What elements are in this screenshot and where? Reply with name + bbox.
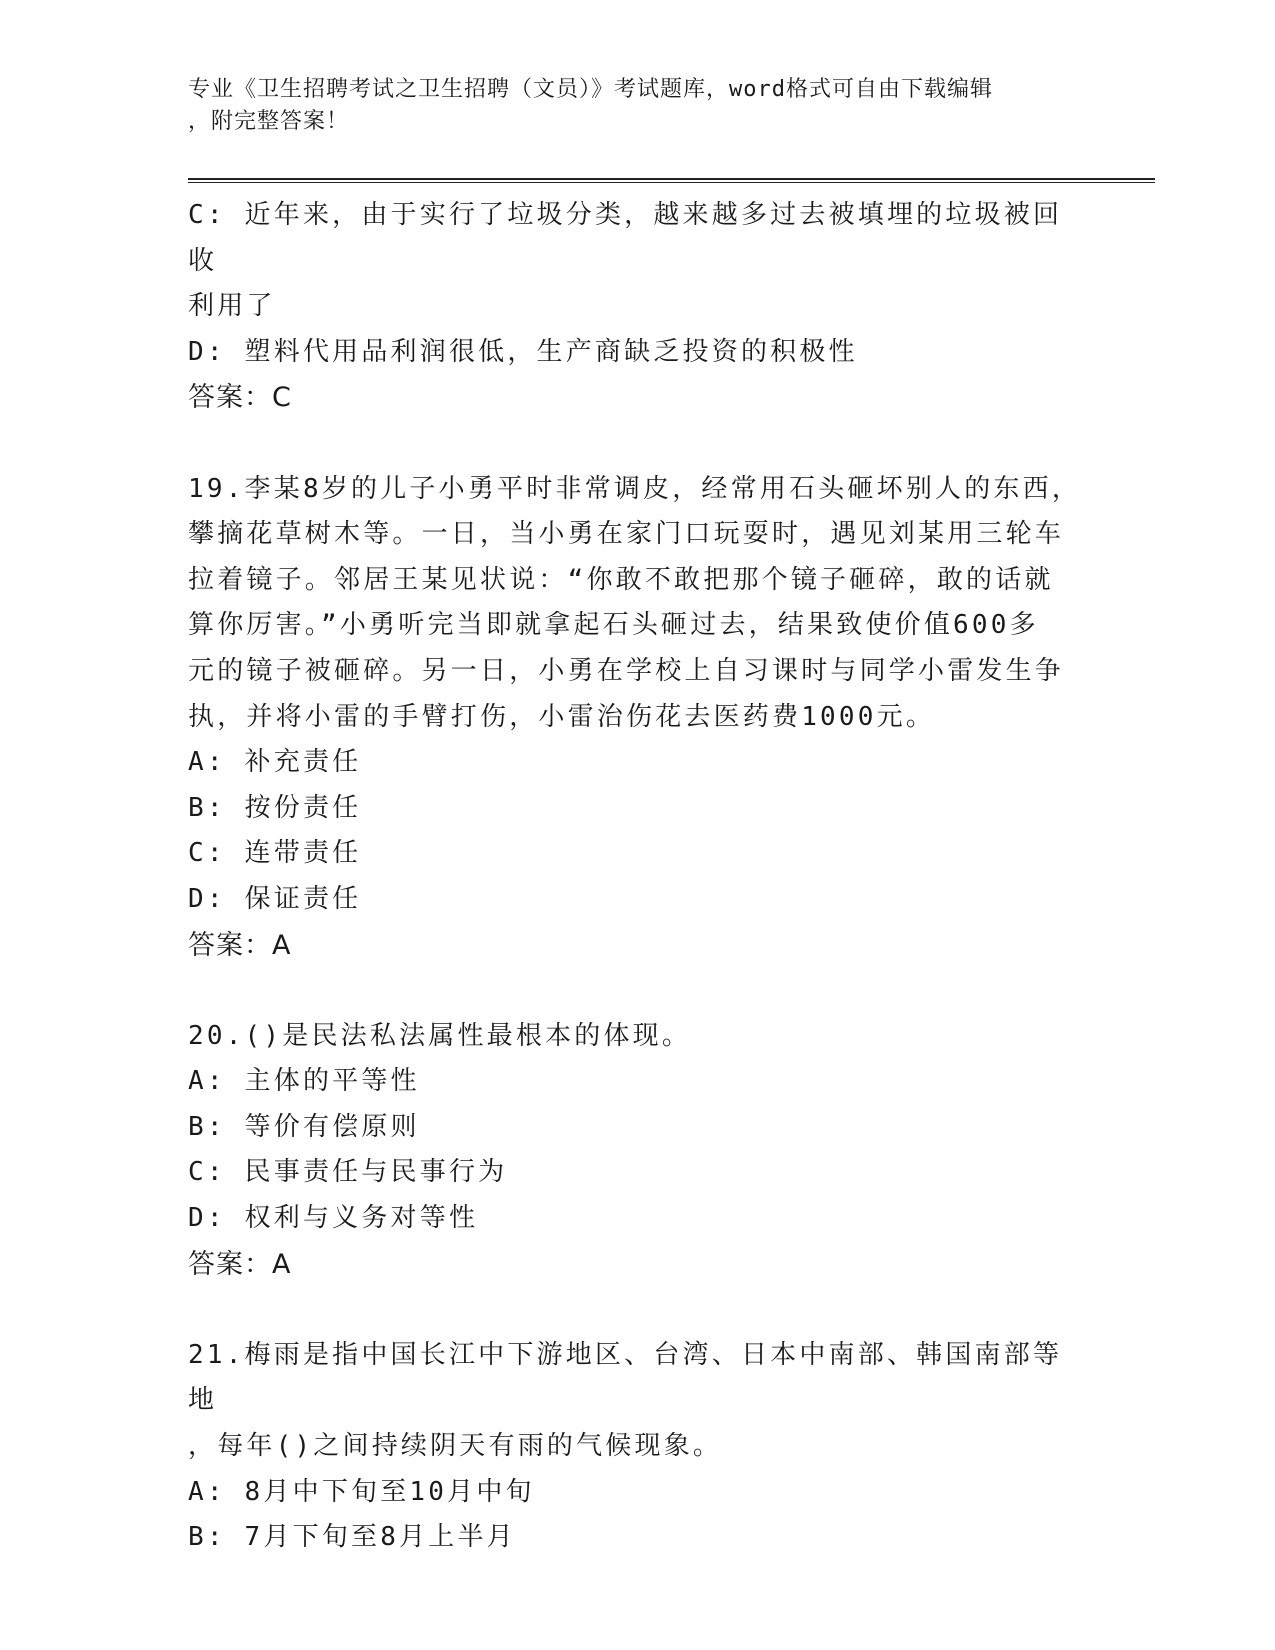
stem-line: 执，并将小雷的手臂打伤，小雷治伤花去医药费1000元。	[188, 701, 936, 732]
option-a: A: 主体的平等性	[188, 1066, 420, 1097]
stem-line: 19.李某8岁的儿子小勇平时非常调皮，经常用石头砸坏别人的东西，	[188, 473, 1082, 504]
option-c: C: 连带责任	[188, 838, 362, 869]
option-c: C: 民事责任与民事行为	[188, 1157, 508, 1188]
continued-question	[188, 193, 1088, 421]
option-a: A: 补充责任	[188, 747, 362, 778]
stem-line: 攀摘花草树木等。一日，当小勇在家门口玩耍时，遇见刘某用三轮车	[188, 519, 1065, 550]
option-a: A: 8月中下旬至10月中旬	[188, 1476, 535, 1507]
stem-line: 21.梅雨是指中国长江中下游地区、台湾、日本中南部、韩国南部等地	[188, 1339, 1063, 1416]
option-d: D: 塑料代用品利润很低，生产商缺乏投资的积极性	[188, 336, 858, 367]
question-19-stem	[188, 467, 1088, 741]
stem-line: 元的镜子被砸碎。另一日，小勇在学校上自习课时与同学小雷发生争	[188, 655, 1065, 686]
question-21	[188, 1333, 1088, 1561]
question-20	[188, 1014, 1088, 1288]
spacer	[188, 968, 1088, 1014]
stem-line: 算你厉害。”小勇听完当即就拿起石头砸过去，结果致使价值600多	[188, 610, 1039, 641]
stem-line: ，每年()之间持续阴天有雨的气候现象。	[188, 1431, 723, 1462]
spacer	[188, 421, 1088, 467]
option-b: B: 按份责任	[188, 792, 362, 823]
option-b: B: 7月下旬至8月上半月	[188, 1522, 516, 1553]
question-19	[188, 467, 1088, 969]
answer-label: 答案：C	[188, 382, 292, 414]
option-d: D: 权利与义务对等性	[188, 1203, 479, 1234]
spacer	[188, 1287, 1088, 1333]
option-b: B: 等价有偿原则	[188, 1111, 420, 1142]
header-line-1: 专业《卫生招聘考试之卫生招聘（文员）》考试题库，word格式可自由下载编辑	[188, 77, 993, 102]
question-content	[188, 193, 1088, 1561]
option-c-line-1: C: 近年来，由于实行了垃圾分类，越来越多过去被填埋的垃圾被回收	[188, 200, 1063, 276]
document-header	[188, 74, 1068, 138]
answer-label: 答案：A	[188, 1248, 292, 1280]
answer-label: 答案：A	[188, 929, 292, 961]
question-20-stem: 20.()是民法私法属性最根本的体现。	[188, 1020, 692, 1051]
header-line-2: ，附完整答案！	[188, 109, 350, 134]
header-divider	[188, 178, 1155, 183]
option-c-line-2: 利用了	[188, 291, 276, 322]
stem-line: 拉着镜子。邻居王某见状说：“你敢不敢把那个镜子砸碎，敢的话就	[188, 564, 1054, 595]
option-d: D: 保证责任	[188, 883, 362, 914]
